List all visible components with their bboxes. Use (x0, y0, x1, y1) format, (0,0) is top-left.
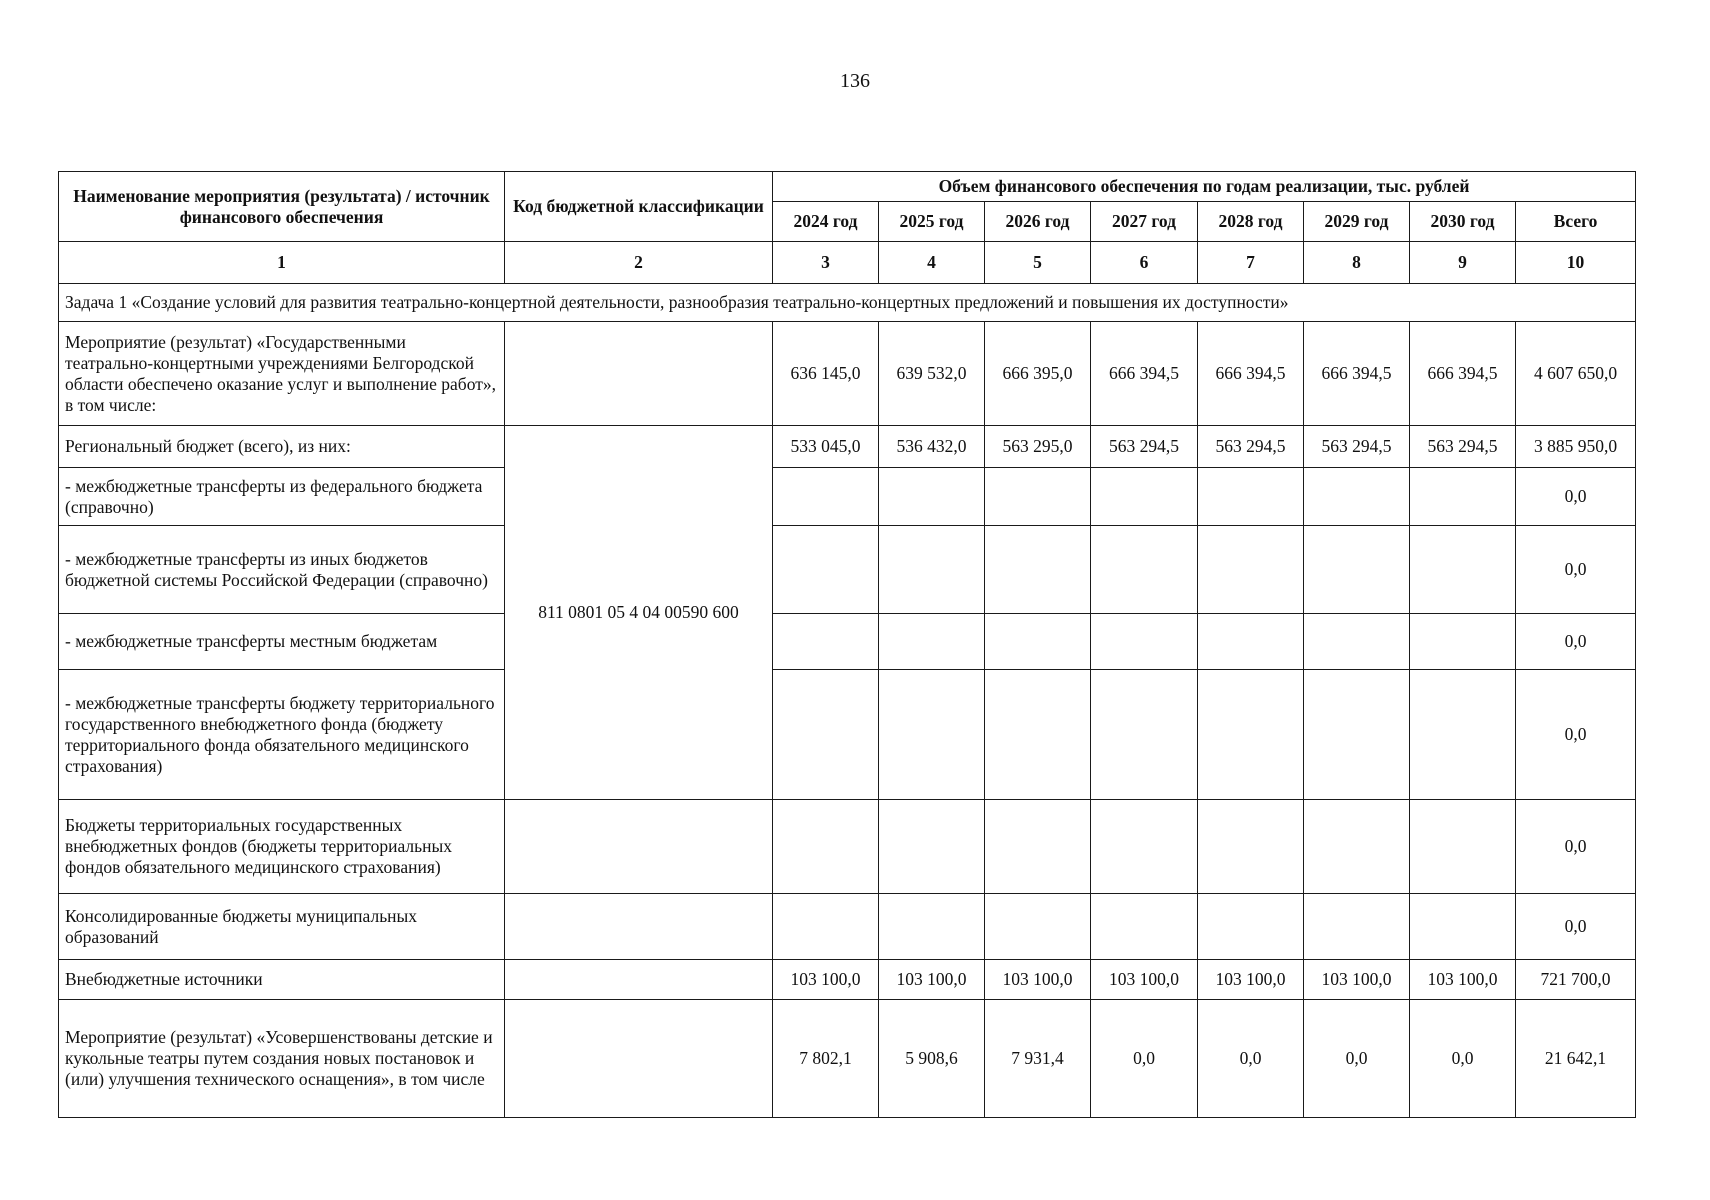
row-value: 563 294,5 (1304, 426, 1410, 468)
header-year: 2025 год (879, 202, 985, 242)
table-row (59, 468, 1636, 526)
column-number: 3 (773, 242, 879, 284)
row-value (879, 526, 985, 614)
row-value: 563 294,5 (1410, 426, 1516, 468)
row-value (1410, 526, 1516, 614)
column-number: 2 (505, 242, 773, 284)
row-value (773, 670, 879, 800)
row-name: Мероприятие (результат) «Усовершенствованы детские и кукольные театры путем создания новых постановок и (или) улучшения технического оснащения», в том числе (59, 1000, 505, 1118)
row-value (1410, 800, 1516, 894)
row-value: 103 100,0 (1198, 960, 1304, 1000)
row-value (1198, 800, 1304, 894)
header-year: 2024 год (773, 202, 879, 242)
row-total: 0,0 (1516, 614, 1636, 670)
row-value (985, 526, 1091, 614)
row-value: 639 532,0 (879, 322, 985, 426)
row-value (1198, 670, 1304, 800)
row-value: 563 294,5 (1198, 426, 1304, 468)
row-total: 0,0 (1516, 526, 1636, 614)
row-value (985, 894, 1091, 960)
row-name: - межбюджетные трансферты бюджету территориального государственного внебюджетного фонда (бюджету территориального фонда обязательного медицинского страхования) (59, 670, 505, 800)
page-number: 136 (840, 70, 870, 92)
row-value: 0,0 (1304, 1000, 1410, 1118)
task-title: Задача 1 «Создание условий для развития театрально-концертной деятельности, разнообразия театрально-концертных предложений и повышения их доступности» (59, 284, 1636, 322)
row-value (1091, 614, 1198, 670)
row-name: - межбюджетные трансферты из иных бюджетов бюджетной системы Российской Федерации (справочно) (59, 526, 505, 614)
column-number: 1 (59, 242, 505, 284)
task-row (59, 284, 1636, 322)
row-value: 103 100,0 (773, 960, 879, 1000)
row-value: 103 100,0 (1410, 960, 1516, 1000)
row-code (505, 1000, 773, 1118)
table-row (59, 1000, 1636, 1118)
row-value: 666 394,5 (1091, 322, 1198, 426)
row-total: 721 700,0 (1516, 960, 1636, 1000)
row-value: 5 908,6 (879, 1000, 985, 1118)
row-value (773, 894, 879, 960)
header-year: 2029 год (1304, 202, 1410, 242)
row-code (505, 960, 773, 1000)
row-total: 4 607 650,0 (1516, 322, 1636, 426)
column-number: 7 (1198, 242, 1304, 284)
row-value: 0,0 (1198, 1000, 1304, 1118)
row-value: 563 294,5 (1091, 426, 1198, 468)
row-value (1091, 800, 1198, 894)
table-row (59, 426, 1636, 468)
header-year: 2027 год (1091, 202, 1198, 242)
table-row (59, 670, 1636, 800)
row-value: 103 100,0 (985, 960, 1091, 1000)
budget-table (58, 171, 1636, 1118)
row-name: - межбюджетные трансферты из федерального бюджета (справочно) (59, 468, 505, 526)
row-value: 7 931,4 (985, 1000, 1091, 1118)
row-value: 666 395,0 (985, 322, 1091, 426)
header-year: 2030 год (1410, 202, 1516, 242)
row-total: 0,0 (1516, 800, 1636, 894)
row-value (1091, 894, 1198, 960)
row-value (1198, 468, 1304, 526)
row-total: 3 885 950,0 (1516, 426, 1636, 468)
column-number: 5 (985, 242, 1091, 284)
row-value: 7 802,1 (773, 1000, 879, 1118)
row-value (879, 614, 985, 670)
column-number: 4 (879, 242, 985, 284)
row-value (1410, 614, 1516, 670)
row-total: 0,0 (1516, 894, 1636, 960)
row-value (879, 800, 985, 894)
row-total: 0,0 (1516, 468, 1636, 526)
row-value (773, 468, 879, 526)
row-code (505, 894, 773, 960)
row-value: 666 394,5 (1304, 322, 1410, 426)
column-number-row (59, 242, 1636, 284)
row-value (1091, 670, 1198, 800)
row-name: Региональный бюджет (всего), из них: (59, 426, 505, 468)
row-value: 103 100,0 (879, 960, 985, 1000)
row-value: 533 045,0 (773, 426, 879, 468)
row-value (1410, 894, 1516, 960)
row-name: Мероприятие (результат) «Государственными театрально-концертными учреждениями Белгородской области обеспечено оказание услуг и выполнение работ», в том числе: (59, 322, 505, 426)
row-value: 0,0 (1410, 1000, 1516, 1118)
row-value: 636 145,0 (773, 322, 879, 426)
row-value: 0,0 (1091, 1000, 1198, 1118)
row-value (773, 526, 879, 614)
row-value: 103 100,0 (1091, 960, 1198, 1000)
row-value: 103 100,0 (1304, 960, 1410, 1000)
column-number: 10 (1516, 242, 1636, 284)
row-name: Консолидированные бюджеты муниципальных образований (59, 894, 505, 960)
row-value: 563 295,0 (985, 426, 1091, 468)
row-value (985, 800, 1091, 894)
row-total: 21 642,1 (1516, 1000, 1636, 1118)
row-name: - межбюджетные трансферты местным бюджетам (59, 614, 505, 670)
row-value (879, 468, 985, 526)
table-row (59, 960, 1636, 1000)
row-value (1410, 468, 1516, 526)
header-code: Код бюджетной классификации (505, 172, 773, 242)
row-value (879, 894, 985, 960)
column-number: 9 (1410, 242, 1516, 284)
row-name: Внебюджетные источники (59, 960, 505, 1000)
row-code (505, 800, 773, 894)
table-row (59, 526, 1636, 614)
row-value (985, 468, 1091, 526)
column-number: 6 (1091, 242, 1198, 284)
row-value (1091, 526, 1198, 614)
row-value (879, 670, 985, 800)
row-total: 0,0 (1516, 670, 1636, 800)
row-value (1198, 614, 1304, 670)
row-value (773, 800, 879, 894)
row-value (1410, 670, 1516, 800)
row-value: 536 432,0 (879, 426, 985, 468)
row-value: 666 394,5 (1410, 322, 1516, 426)
table-row (59, 614, 1636, 670)
row-value (985, 614, 1091, 670)
table-row (59, 800, 1636, 894)
row-value (773, 614, 879, 670)
column-number: 8 (1304, 242, 1410, 284)
table-row (59, 322, 1636, 426)
row-value (1198, 894, 1304, 960)
row-value (1091, 468, 1198, 526)
header-year: 2026 год (985, 202, 1091, 242)
header-name: Наименование мероприятия (результата) / источник финансового обеспечения (59, 172, 505, 242)
row-name: Бюджеты территориальных государственных внебюджетных фондов (бюджеты территориальных фондов обязательного медицинского страхования) (59, 800, 505, 894)
row-code (505, 322, 773, 426)
row-value (1304, 614, 1410, 670)
budget-code: 811 0801 05 4 04 00590 600 (505, 426, 773, 800)
row-value (1304, 670, 1410, 800)
table-row (59, 894, 1636, 960)
row-value (1304, 800, 1410, 894)
row-value (1304, 526, 1410, 614)
row-value: 666 394,5 (1198, 322, 1304, 426)
row-value (1304, 894, 1410, 960)
row-value (1198, 526, 1304, 614)
header-volume: Объем финансового обеспечения по годам реализации, тыс. рублей (773, 172, 1636, 202)
row-value (1304, 468, 1410, 526)
header-year: 2028 год (1198, 202, 1304, 242)
row-value (985, 670, 1091, 800)
header-total: Всего (1516, 202, 1636, 242)
